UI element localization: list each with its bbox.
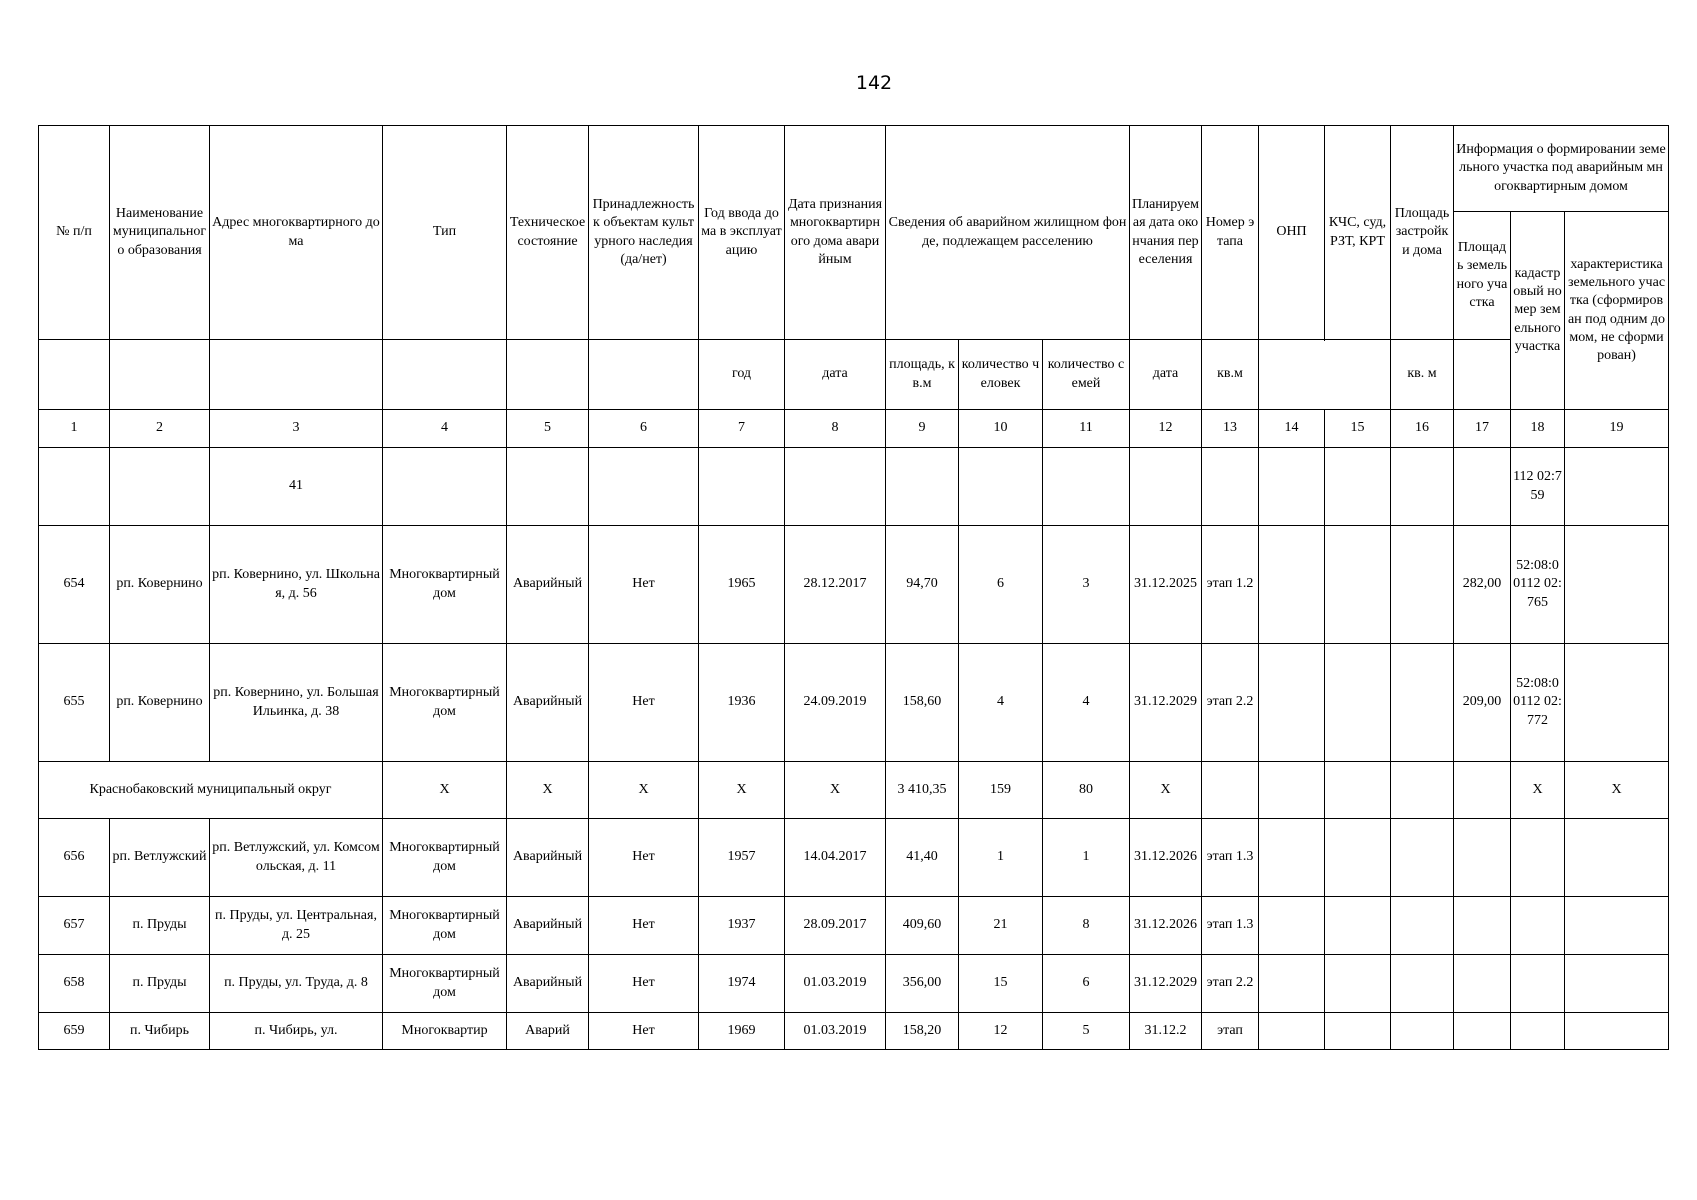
state-cell: Аварийный bbox=[507, 526, 589, 644]
address-cell: п. Чибирь, ул. bbox=[210, 1013, 383, 1050]
column-number: 10 bbox=[959, 410, 1043, 448]
column-number: 1 bbox=[39, 410, 110, 448]
stage-cell: этап 1.3 bbox=[1202, 897, 1259, 955]
subheader-building-area-unit: кв. м bbox=[1391, 340, 1454, 410]
area-cell: 41,40 bbox=[886, 819, 959, 897]
table-row bbox=[39, 819, 1669, 897]
stage-cell: этап 1.2 bbox=[1202, 526, 1259, 644]
summary-year: X bbox=[699, 762, 785, 819]
people-cell: 6 bbox=[959, 526, 1043, 644]
column-number: 8 bbox=[785, 410, 886, 448]
subheader-land-area-unit: кв.м bbox=[1202, 340, 1259, 410]
column-number: 13 bbox=[1202, 410, 1259, 448]
families-cell: 1 bbox=[1043, 819, 1130, 897]
people-cell: 4 bbox=[959, 644, 1043, 762]
type-cell: Многоквартирный дом bbox=[383, 955, 507, 1013]
date-cell: 24.09.2019 bbox=[785, 644, 886, 762]
table-row bbox=[39, 644, 1669, 762]
municipality-cell: п. Пруды bbox=[110, 897, 210, 955]
people-cell: 12 bbox=[959, 1013, 1043, 1050]
area-cell: 158,20 bbox=[886, 1013, 959, 1050]
table-row bbox=[39, 526, 1669, 644]
municipality-cell: п. Чибирь bbox=[110, 1013, 210, 1050]
header-stage-number: Номер этапа bbox=[1202, 126, 1259, 340]
area-cell: 409,60 bbox=[886, 897, 959, 955]
municipality-cell: рп. Ветлужский bbox=[110, 819, 210, 897]
row-number: 658 bbox=[39, 955, 110, 1013]
header-type: Тип bbox=[383, 126, 507, 340]
row-number: 659 bbox=[39, 1013, 110, 1050]
stage-cell: этап bbox=[1202, 1013, 1259, 1050]
year-cell: 1965 bbox=[699, 526, 785, 644]
header-land-plot-info: Информация о формировании земельного участка под аварийным многоквартирным домом bbox=[1454, 126, 1669, 212]
header-emergency-fund: Сведения об аварийном жилищном фонде, подлежащем расселению bbox=[886, 126, 1130, 340]
heritage-cell: Нет bbox=[589, 526, 699, 644]
summary-cadastral: X bbox=[1511, 762, 1565, 819]
people-cell: 15 bbox=[959, 955, 1043, 1013]
stage-cell: этап 1.3 bbox=[1202, 819, 1259, 897]
end-date-cell: 31.12.2025 bbox=[1130, 526, 1202, 644]
stage-cell: этап 2.2 bbox=[1202, 955, 1259, 1013]
subheader-end-date: дата bbox=[1130, 340, 1202, 410]
header-municipality: Наименование муниципального образования bbox=[110, 126, 210, 340]
header-kchs: КЧС, суд, РЗТ, КРТ bbox=[1325, 126, 1391, 340]
date-cell: 01.03.2019 bbox=[785, 1013, 886, 1050]
year-cell: 1936 bbox=[699, 644, 785, 762]
people-cell: 1 bbox=[959, 819, 1043, 897]
column-number: 14 bbox=[1259, 410, 1325, 448]
header-onp: ОНП bbox=[1259, 126, 1325, 340]
summary-characteristic: X bbox=[1565, 762, 1669, 819]
summary-families: 80 bbox=[1043, 762, 1130, 819]
heritage-cell: Нет bbox=[589, 955, 699, 1013]
type-cell: Многоквартирный дом bbox=[383, 644, 507, 762]
table-row-continuation bbox=[39, 448, 1669, 526]
summary-type: X bbox=[383, 762, 507, 819]
end-date-cell: 31.12.2026 bbox=[1130, 819, 1202, 897]
summary-row bbox=[39, 762, 1669, 819]
column-number: 19 bbox=[1565, 410, 1669, 448]
column-number: 16 bbox=[1391, 410, 1454, 448]
cadastral-cell: 112 02:7 59 bbox=[1511, 448, 1565, 526]
heritage-cell: Нет bbox=[589, 644, 699, 762]
table-row bbox=[39, 897, 1669, 955]
row-number: 657 bbox=[39, 897, 110, 955]
area-cell: 356,00 bbox=[886, 955, 959, 1013]
column-number-row bbox=[39, 410, 1669, 448]
cadastral-cell: 52:08:00112 02:765 bbox=[1511, 526, 1565, 644]
state-cell: Аварийный bbox=[507, 819, 589, 897]
header-emergency-date: Дата признания многоквартирного дома аварийным bbox=[785, 126, 886, 340]
column-number: 7 bbox=[699, 410, 785, 448]
column-number: 2 bbox=[110, 410, 210, 448]
row-number: 655 bbox=[39, 644, 110, 762]
header-cadastral-number: кадастровый номер земельного участка bbox=[1511, 212, 1565, 410]
heritage-cell: Нет bbox=[589, 1013, 699, 1050]
header-building-area: Площадь застройки дома bbox=[1391, 126, 1454, 340]
municipality-cell: рп. Ковернино bbox=[110, 526, 210, 644]
row-number: 656 bbox=[39, 819, 110, 897]
end-date-cell: 31.12.2029 bbox=[1130, 955, 1202, 1013]
column-number: 12 bbox=[1130, 410, 1202, 448]
year-cell: 1957 bbox=[699, 819, 785, 897]
header-technical-state: Техническое состояние bbox=[507, 126, 589, 340]
address-cell: рп. Ковернино, ул. Большая Ильинка, д. 38 bbox=[210, 644, 383, 762]
stage-cell: этап 2.2 bbox=[1202, 644, 1259, 762]
header-heritage: Принадлежность к объектам культурного наследия (да/нет) bbox=[589, 126, 699, 340]
summary-label: Краснобаковский муниципальный округ bbox=[39, 762, 383, 819]
column-number: 4 bbox=[383, 410, 507, 448]
subheader-date: дата bbox=[785, 340, 886, 410]
families-cell: 5 bbox=[1043, 1013, 1130, 1050]
type-cell: Многоквартирный дом bbox=[383, 526, 507, 644]
land-area-cell: 282,00 bbox=[1454, 526, 1511, 644]
summary-end-date: X bbox=[1130, 762, 1202, 819]
cadastral-cell: 52:08:00112 02:772 bbox=[1511, 644, 1565, 762]
summary-heritage: X bbox=[589, 762, 699, 819]
subheader-people: количество человек bbox=[959, 340, 1043, 410]
date-cell: 28.12.2017 bbox=[785, 526, 886, 644]
state-cell: Аварийный bbox=[507, 644, 589, 762]
end-date-cell: 31.12.2029 bbox=[1130, 644, 1202, 762]
subheader-families: количество семей bbox=[1043, 340, 1130, 410]
header-land-characteristic: характеристика земельного участка (сформирован под одним домом, не сформирован) bbox=[1565, 212, 1669, 410]
table-row bbox=[39, 955, 1669, 1013]
column-number: 17 bbox=[1454, 410, 1511, 448]
type-cell: Многоквартир bbox=[383, 1013, 507, 1050]
type-cell: Многоквартирный дом bbox=[383, 819, 507, 897]
municipality-cell: рп. Ковернино bbox=[110, 644, 210, 762]
column-number: 15 bbox=[1325, 410, 1391, 448]
year-cell: 1974 bbox=[699, 955, 785, 1013]
header-land-area: Площадь земельного участка bbox=[1454, 212, 1511, 340]
column-number: 18 bbox=[1511, 410, 1565, 448]
families-cell: 4 bbox=[1043, 644, 1130, 762]
summary-date: X bbox=[785, 762, 886, 819]
row-number: 654 bbox=[39, 526, 110, 644]
people-cell: 21 bbox=[959, 897, 1043, 955]
families-cell: 3 bbox=[1043, 526, 1130, 644]
header-number: № п/п bbox=[39, 126, 110, 340]
summary-state: X bbox=[507, 762, 589, 819]
end-date-cell: 31.12.2 bbox=[1130, 1013, 1202, 1050]
address-cell: 41 bbox=[210, 448, 383, 526]
subheader-year: год bbox=[699, 340, 785, 410]
families-cell: 6 bbox=[1043, 955, 1130, 1013]
table-body bbox=[39, 448, 1669, 1050]
municipality-cell: п. Пруды bbox=[110, 955, 210, 1013]
date-cell: 01.03.2019 bbox=[785, 955, 886, 1013]
page-number: 142 bbox=[855, 72, 893, 94]
header-commission-year: Год ввода дома в эксплуатацию bbox=[699, 126, 785, 340]
emergency-housing-table bbox=[38, 125, 1669, 1050]
address-cell: рп. Ветлужский, ул. Комсомольская, д. 11 bbox=[210, 819, 383, 897]
date-cell: 14.04.2017 bbox=[785, 819, 886, 897]
column-number: 3 bbox=[210, 410, 383, 448]
address-cell: рп. Ковернино, ул. Школьная, д. 56 bbox=[210, 526, 383, 644]
date-cell: 28.09.2017 bbox=[785, 897, 886, 955]
subheader-area: площадь, кв.м bbox=[886, 340, 959, 410]
table-row bbox=[39, 1013, 1669, 1050]
table-header bbox=[39, 126, 1669, 448]
land-area-cell: 209,00 bbox=[1454, 644, 1511, 762]
state-cell: Аварий bbox=[507, 1013, 589, 1050]
area-cell: 94,70 bbox=[886, 526, 959, 644]
summary-area: 3 410,35 bbox=[886, 762, 959, 819]
heritage-cell: Нет bbox=[589, 819, 699, 897]
families-cell: 8 bbox=[1043, 897, 1130, 955]
state-cell: Аварийный bbox=[507, 955, 589, 1013]
column-number: 9 bbox=[886, 410, 959, 448]
state-cell: Аварийный bbox=[507, 897, 589, 955]
header-planned-end-date: Планируемая дата окончания переселения bbox=[1130, 126, 1202, 340]
year-cell: 1969 bbox=[699, 1013, 785, 1050]
address-cell: п. Пруды, ул. Центральная, д. 25 bbox=[210, 897, 383, 955]
address-cell: п. Пруды, ул. Труда, д. 8 bbox=[210, 955, 383, 1013]
header-address: Адрес многоквартирного дома bbox=[210, 126, 383, 340]
type-cell: Многоквартирный дом bbox=[383, 897, 507, 955]
year-cell: 1937 bbox=[699, 897, 785, 955]
column-number: 6 bbox=[589, 410, 699, 448]
end-date-cell: 31.12.2026 bbox=[1130, 897, 1202, 955]
column-number: 5 bbox=[507, 410, 589, 448]
heritage-cell: Нет bbox=[589, 897, 699, 955]
summary-people: 159 bbox=[959, 762, 1043, 819]
area-cell: 158,60 bbox=[886, 644, 959, 762]
column-number: 11 bbox=[1043, 410, 1130, 448]
